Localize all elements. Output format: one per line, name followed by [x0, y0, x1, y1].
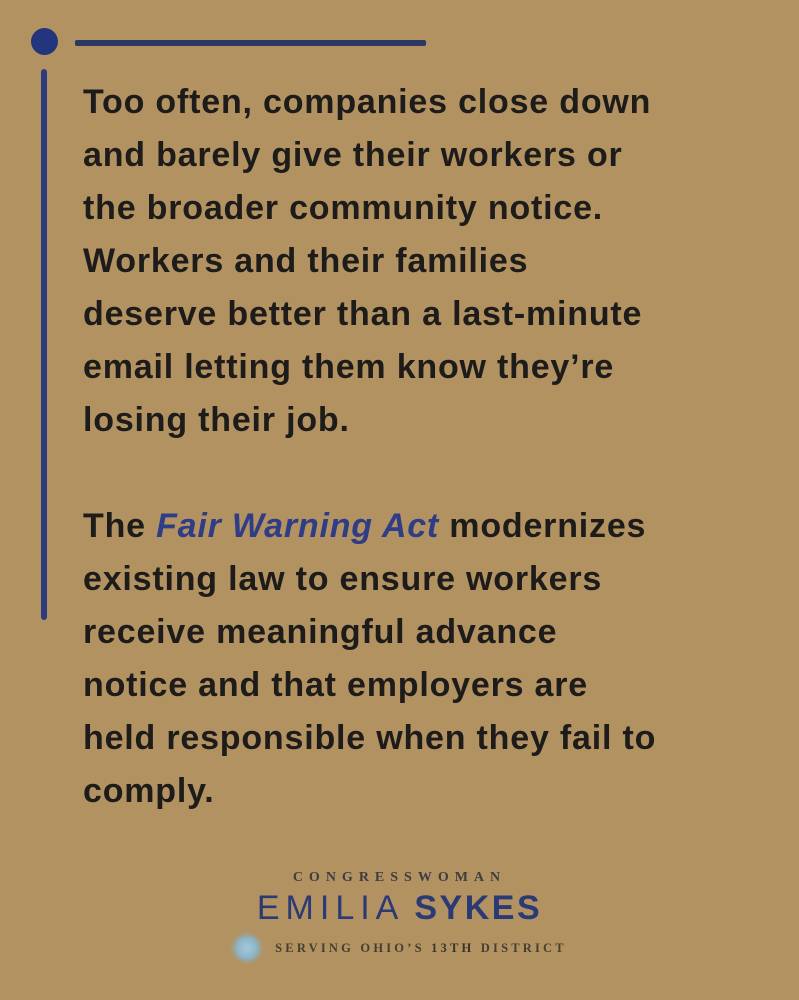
congresswoman-label: CONGRESSWOMAN	[292, 870, 507, 885]
quote-line: receive meaningful advance	[83, 613, 558, 651]
branding-block	[0, 870, 799, 962]
quote-line	[83, 500, 763, 553]
quote-line: held responsible when they fail to	[83, 719, 657, 757]
quote-line: losing their job.	[83, 401, 350, 439]
quote-block	[83, 76, 763, 818]
tagline-text: DISTRICT	[474, 940, 567, 955]
quote-text: The	[83, 507, 157, 545]
quote-line: email letting them know they’re	[83, 348, 615, 386]
bullet-dot	[31, 28, 58, 55]
quote-line: deserve better than a last-minute	[83, 295, 643, 333]
quote-line: Workers and their families	[83, 242, 529, 280]
quote-paragraph-2	[83, 500, 763, 818]
last-name: SYKES	[414, 889, 543, 927]
first-name: EMILIA	[256, 889, 405, 927]
top-horizontal-rule	[75, 40, 426, 46]
quote-line: the broader community notice.	[83, 189, 604, 227]
left-vertical-rule	[41, 69, 47, 620]
quote-line: Too often, companies close down	[83, 83, 652, 121]
quote-line: existing law to ensure workers	[83, 560, 603, 598]
quote-line: and barely give their workers or	[83, 136, 623, 174]
quote-text: modernizes	[439, 507, 647, 545]
brand-name	[0, 889, 799, 927]
fair-warning-act-highlight: Fair Warning Act	[156, 507, 440, 545]
quote-line: notice and that employers are	[83, 666, 589, 704]
quote-paragraph-1	[83, 76, 763, 447]
district-tagline	[275, 941, 567, 956]
quote-line: comply.	[83, 772, 215, 810]
tagline-row	[0, 934, 799, 962]
tagline-district-number: 13TH	[431, 940, 475, 955]
district-seal-icon	[232, 934, 262, 962]
tagline-text: SERVING OHIO’S	[275, 940, 432, 955]
